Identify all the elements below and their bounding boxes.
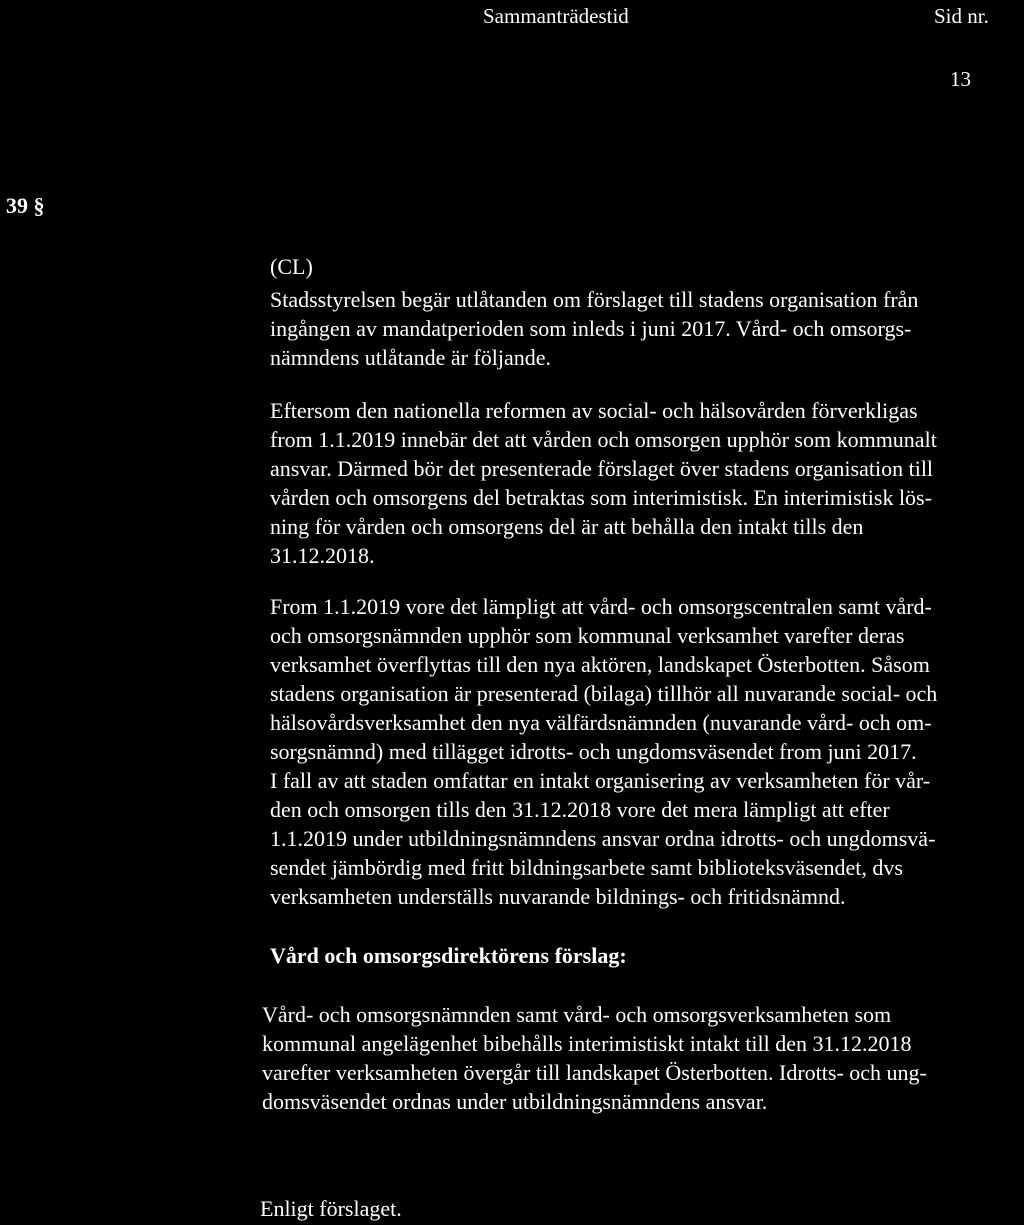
meeting-date-label: Sammanträdestid [483, 4, 629, 28]
intro-paragraph [270, 285, 918, 372]
paragraph-1 [270, 396, 937, 570]
paragraph-1-line: ning för vården och omsorgens del är att behålla den intakt tills den [270, 514, 864, 539]
paragraph-2-line: sendet jämbördig med fritt bildningsarbete samt biblioteksväsendet, dvs [270, 855, 903, 880]
intro-line: nämndens utlåtande är följande. [270, 345, 552, 370]
proposal-heading [270, 941, 627, 970]
proposal-heading-text: Vård och omsorgsdirektörens förslag: [270, 943, 627, 968]
paragraph-2-line: den och omsorgen tills den 31.12.2018 vore det mera lämpligt att efter [270, 797, 890, 822]
paragraph-2-line: sorgsnämnd) med tillägget idrotts- och ungdomsväsendet from juni 2017. [270, 739, 917, 764]
intro-line: Stadsstyrelsen begär utlåtanden om förslaget till stadens organisation från [270, 287, 919, 312]
paragraph-2-line: hälsovårdsverksamhet den nya välfärdsnämnden (nuvarande vård- och om- [270, 710, 932, 735]
paragraph-1-line: vården och omsorgens del betraktas som interimistisk. En interimistisk lös- [270, 485, 932, 510]
section-number: 39 § [6, 193, 45, 218]
paragraph-2 [270, 592, 937, 911]
page-number: 13 [950, 67, 971, 91]
proposal-line: varefter verksamheten övergår till landskapet Österbotten. Idrotts- och ung- [262, 1060, 927, 1085]
decision [260, 1194, 402, 1223]
paragraph-2-line: stadens organisation är presenterad (bilaga) tillhör all nuvarande social- och [270, 681, 938, 706]
paragraph-2-line: verksamhet överflyttas till den nya aktören, landskapet Österbotten. Såsom [270, 652, 930, 677]
paragraph-2-line: I fall av att staden omfattar en intakt organisering av verksamheten för vår- [270, 768, 931, 793]
paragraph-1-line: 31.12.2018. [270, 543, 375, 568]
proposal-line: Vård- och omsorgsnämnden samt vård- och omsorgsverksamheten som [262, 1002, 892, 1027]
case-tag [270, 252, 313, 281]
proposal-line: domsväsendet ordnas under utbildningsnämndens ansvar. [262, 1089, 768, 1114]
paragraph-1-line: Eftersom den nationella reformen av social- och hälsovården förverkligas [270, 398, 918, 423]
paragraph-1-line: from 1.1.2019 innebär det att vården och omsorgen upphör som kommunalt [270, 427, 937, 452]
paragraph-2-line: From 1.1.2019 vore det lämpligt att vård- och omsorgscentralen samt vård- [270, 594, 932, 619]
intro-line: ingången av mandatperioden som inleds i juni 2017. Vård- och omsorgs- [270, 316, 912, 341]
paragraph-2-line: 1.1.2019 under utbildningsnämndens ansvar ordna idrotts- och ungdomsvä- [270, 826, 936, 851]
paragraph-2-line: och omsorgsnämnden upphör som kommunal verksamhet varefter deras [270, 623, 905, 648]
decision-text: Enligt förslaget. [260, 1196, 402, 1221]
paragraph-2-line: verksamheten underställs nuvarande bildnings- och fritidsnämnd. [270, 884, 846, 909]
proposal-line: kommunal angelägenhet bibehålls interimistiskt intakt till den 31.12.2018 [262, 1031, 912, 1056]
page-label: Sid nr. [934, 4, 989, 28]
case-tag-text: (CL) [270, 254, 313, 279]
proposal-paragraph [262, 1000, 927, 1116]
paragraph-1-line: ansvar. Därmed bör det presenterade förslaget över stadens organisation till [270, 456, 934, 481]
